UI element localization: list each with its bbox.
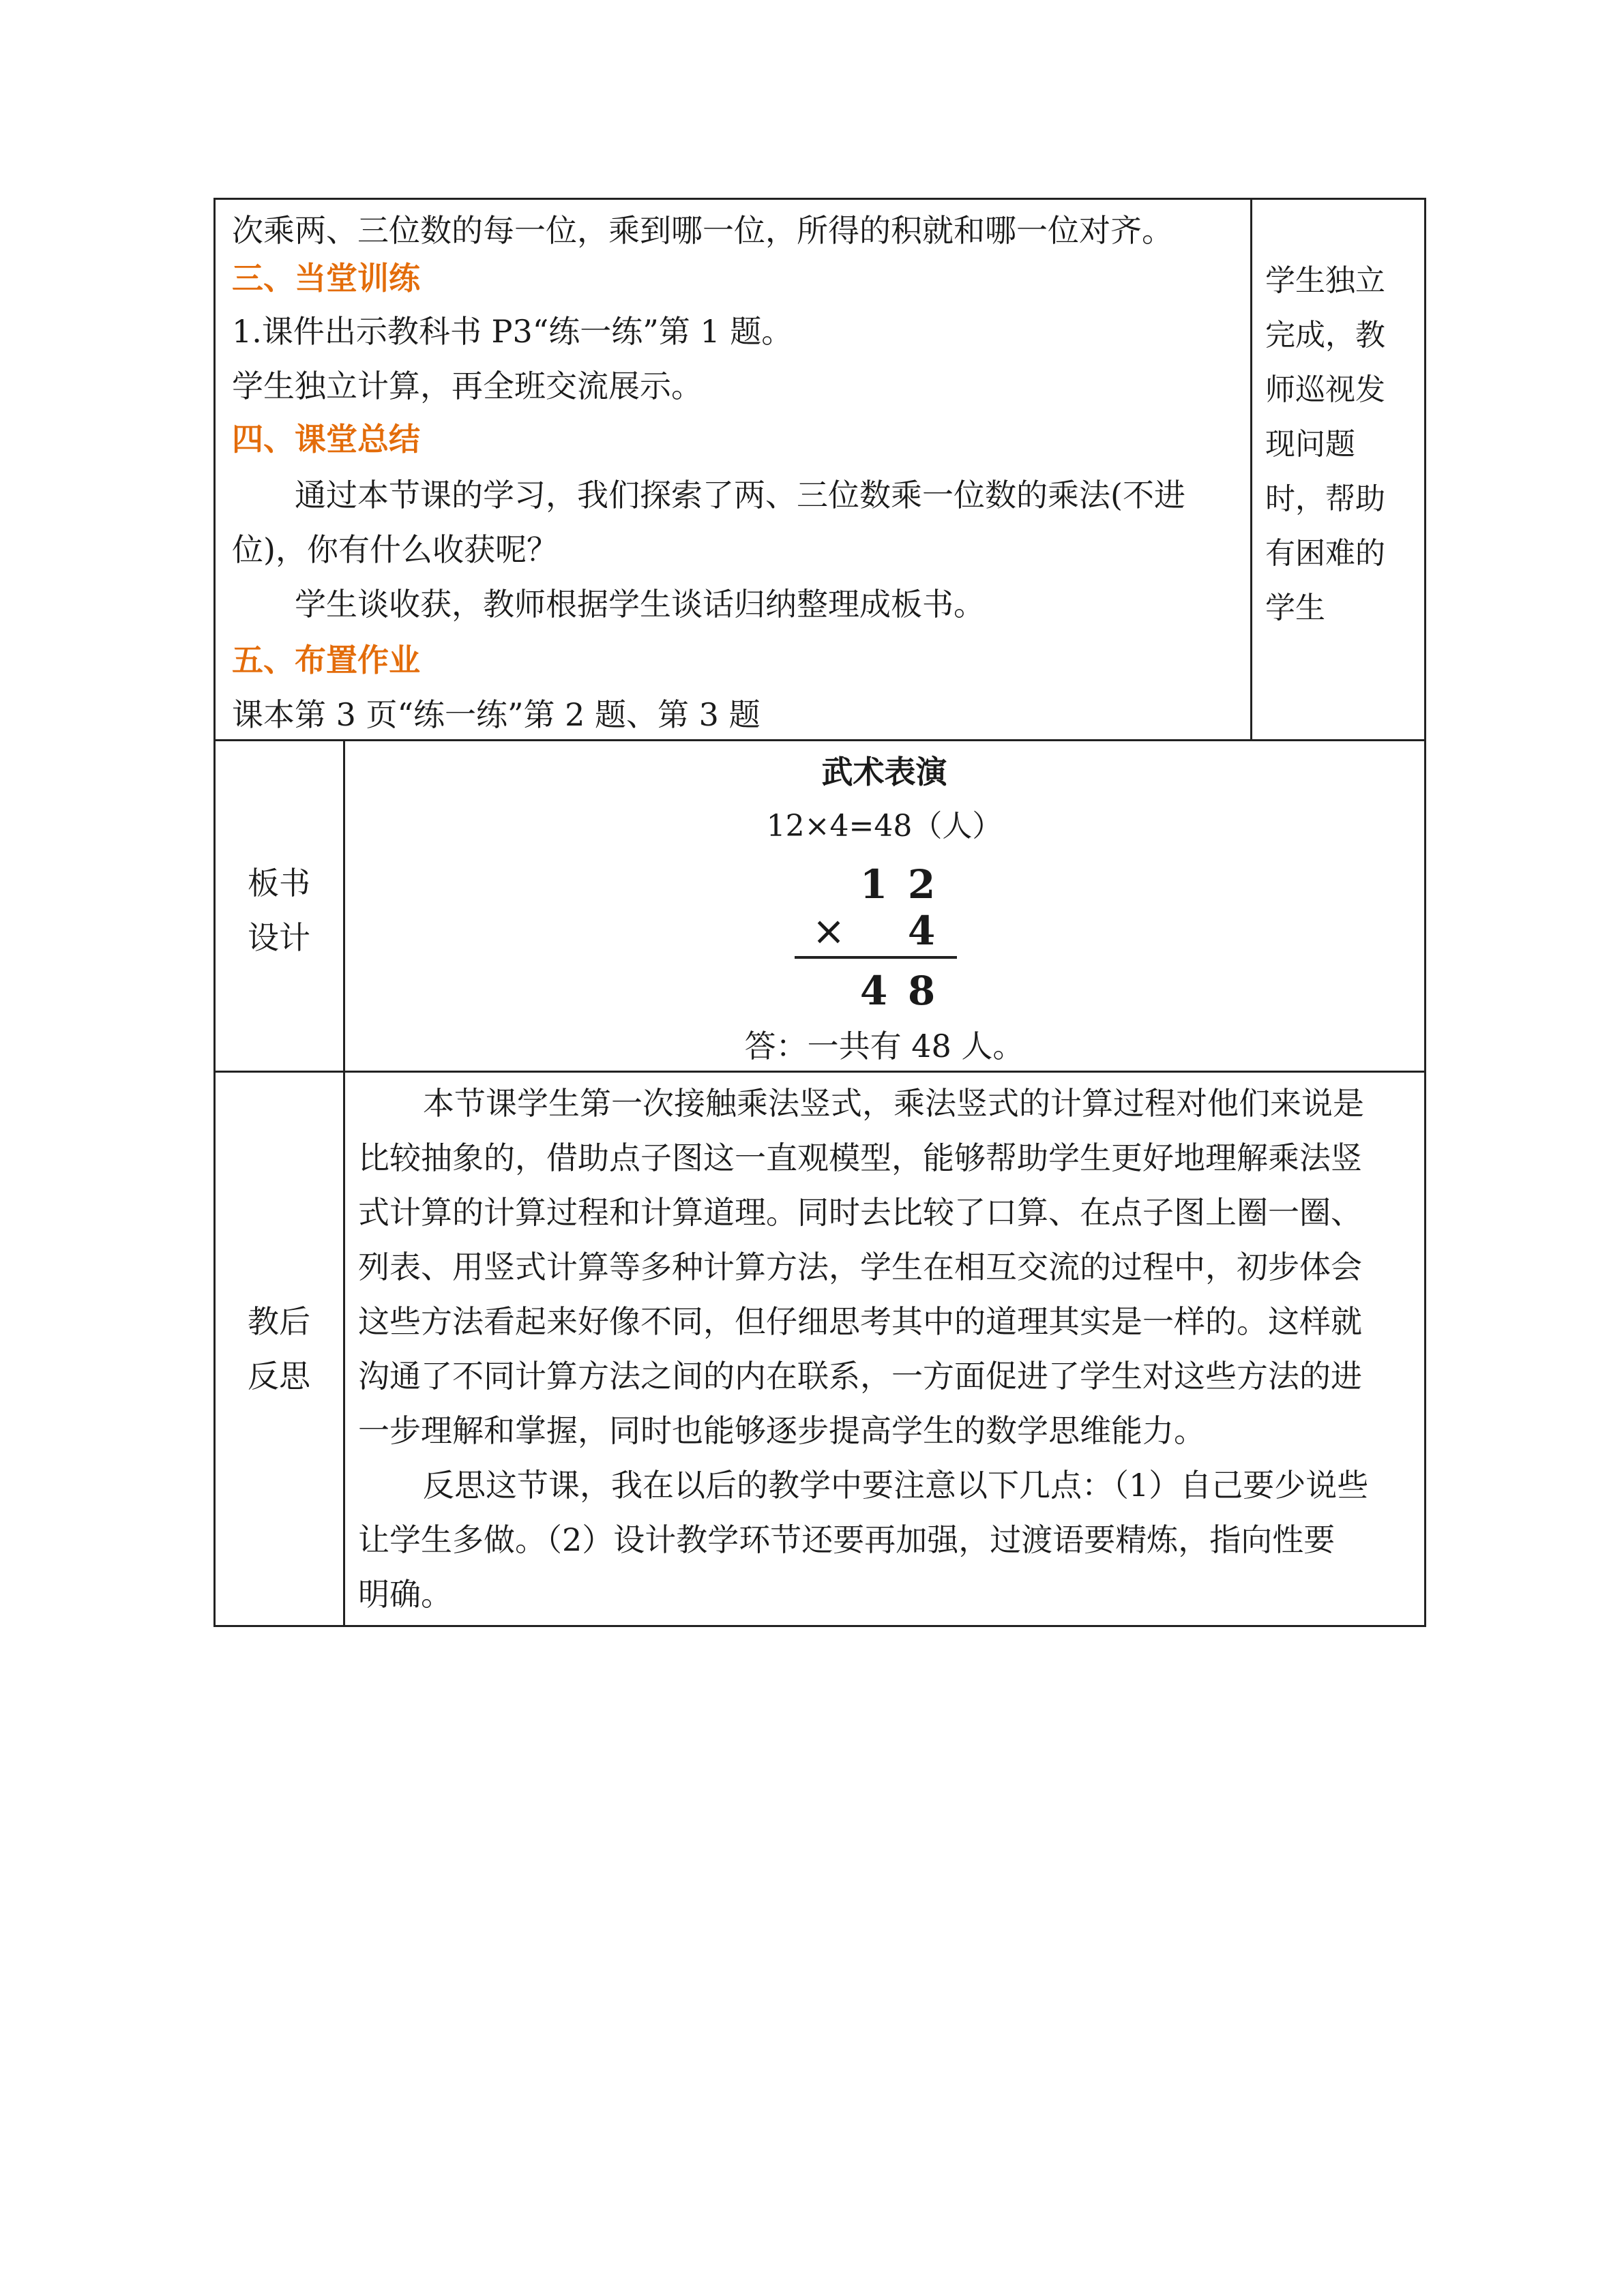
reflection-line-7: 一步理解和掌握，同时也能够逐步提高学生的数学思维能力。 [358, 1412, 1205, 1449]
calc-multiplier: 4 [907, 908, 936, 954]
reflection-line-5: 这些方法看起来好像不同，但仔细思考其中的道理其实是一样的。这样就 [358, 1303, 1362, 1340]
section-3-line-2: 学生独立计算，再全班交流展示。 [232, 368, 703, 404]
reflection-line-8: 反思这节课，我在以后的教学中要注意以下几点：（1）自己要少说些 [423, 1467, 1369, 1504]
calc-operator: × [812, 908, 846, 954]
board-equation: 12×4=48（人） [766, 809, 1003, 844]
reflection-line-4: 列表、用竖式计算等多种计算方法，学生在相互交流的过程中，初步体会 [358, 1249, 1362, 1285]
continued-line: 次乘两、三位数的每一位，乘到哪一位，所得的积就和哪一位对齐。 [232, 212, 1173, 249]
teacher-note-line-6: 有困难的 [1265, 536, 1385, 571]
board-answer: 答：一共有 48 人。 [744, 1028, 1024, 1064]
section-4-heading: 四、课堂总结 [232, 421, 420, 458]
section-4-line-1: 通过本节课的学习，我们探索了两、三位数乘一位数的乘法(不进 [295, 477, 1185, 513]
teacher-note-line-4: 现问题 [1265, 427, 1355, 462]
reflection-line-3: 式计算的计算过程和计算道理。同时去比较了口算、在点子图上圈一圈、 [358, 1194, 1362, 1231]
reflection-line-6: 沟通了不同计算方法之间的内在联系，一方面促进了学生对这些方法的进 [358, 1358, 1362, 1395]
teacher-note-line-1: 学生独立 [1265, 263, 1385, 298]
reflection-line-10: 明确。 [358, 1576, 452, 1613]
calc-result-tens: 4 [859, 968, 888, 1014]
section-3-heading: 三、当堂训练 [232, 260, 420, 297]
reflection-line-2: 比较抽象的，借助点子图这一直观模型，能够帮助学生更好地理解乘法竖 [358, 1139, 1362, 1176]
teacher-note-line-3: 师巡视发 [1265, 372, 1385, 407]
board-title: 武术表演 [821, 754, 947, 790]
teacher-note-line-7: 学生 [1265, 591, 1325, 625]
reflection-line-9: 让学生多做。（2）设计教学环节还要再加强，过渡语要精炼，指向性要 [358, 1521, 1335, 1558]
reflection-label-line-1: 教后 [248, 1303, 310, 1340]
board-label-line-1: 板书 [248, 865, 310, 901]
section-4-line-2: 位)，你有什么收获呢？ [232, 531, 558, 568]
section-4-line-3: 学生谈收获，教师根据学生谈话归纳整理成板书。 [295, 586, 985, 623]
calc-top-tens: 1 [859, 861, 888, 908]
reflection-label-line-2: 反思 [248, 1358, 310, 1395]
teacher-note-line-2: 完成，教 [1265, 318, 1385, 353]
calc-result-ones: 8 [907, 968, 936, 1014]
calc-rule-line [795, 956, 957, 959]
section-5-heading: 五、布置作业 [232, 642, 420, 679]
section-3-line-1: 1.课件出示教科书 P3“练一练”第 1 题。 [232, 313, 793, 350]
calc-top-ones: 2 [907, 861, 936, 908]
board-label-line-2: 设计 [248, 919, 310, 956]
section-5-line-1: 课本第 3 页“练一练”第 2 题、第 3 题 [232, 696, 761, 733]
reflection-line-1: 本节课学生第一次接触乘法竖式，乘法竖式的计算过程对他们来说是 [423, 1085, 1364, 1122]
teacher-note-line-5: 时，帮助 [1265, 481, 1385, 516]
